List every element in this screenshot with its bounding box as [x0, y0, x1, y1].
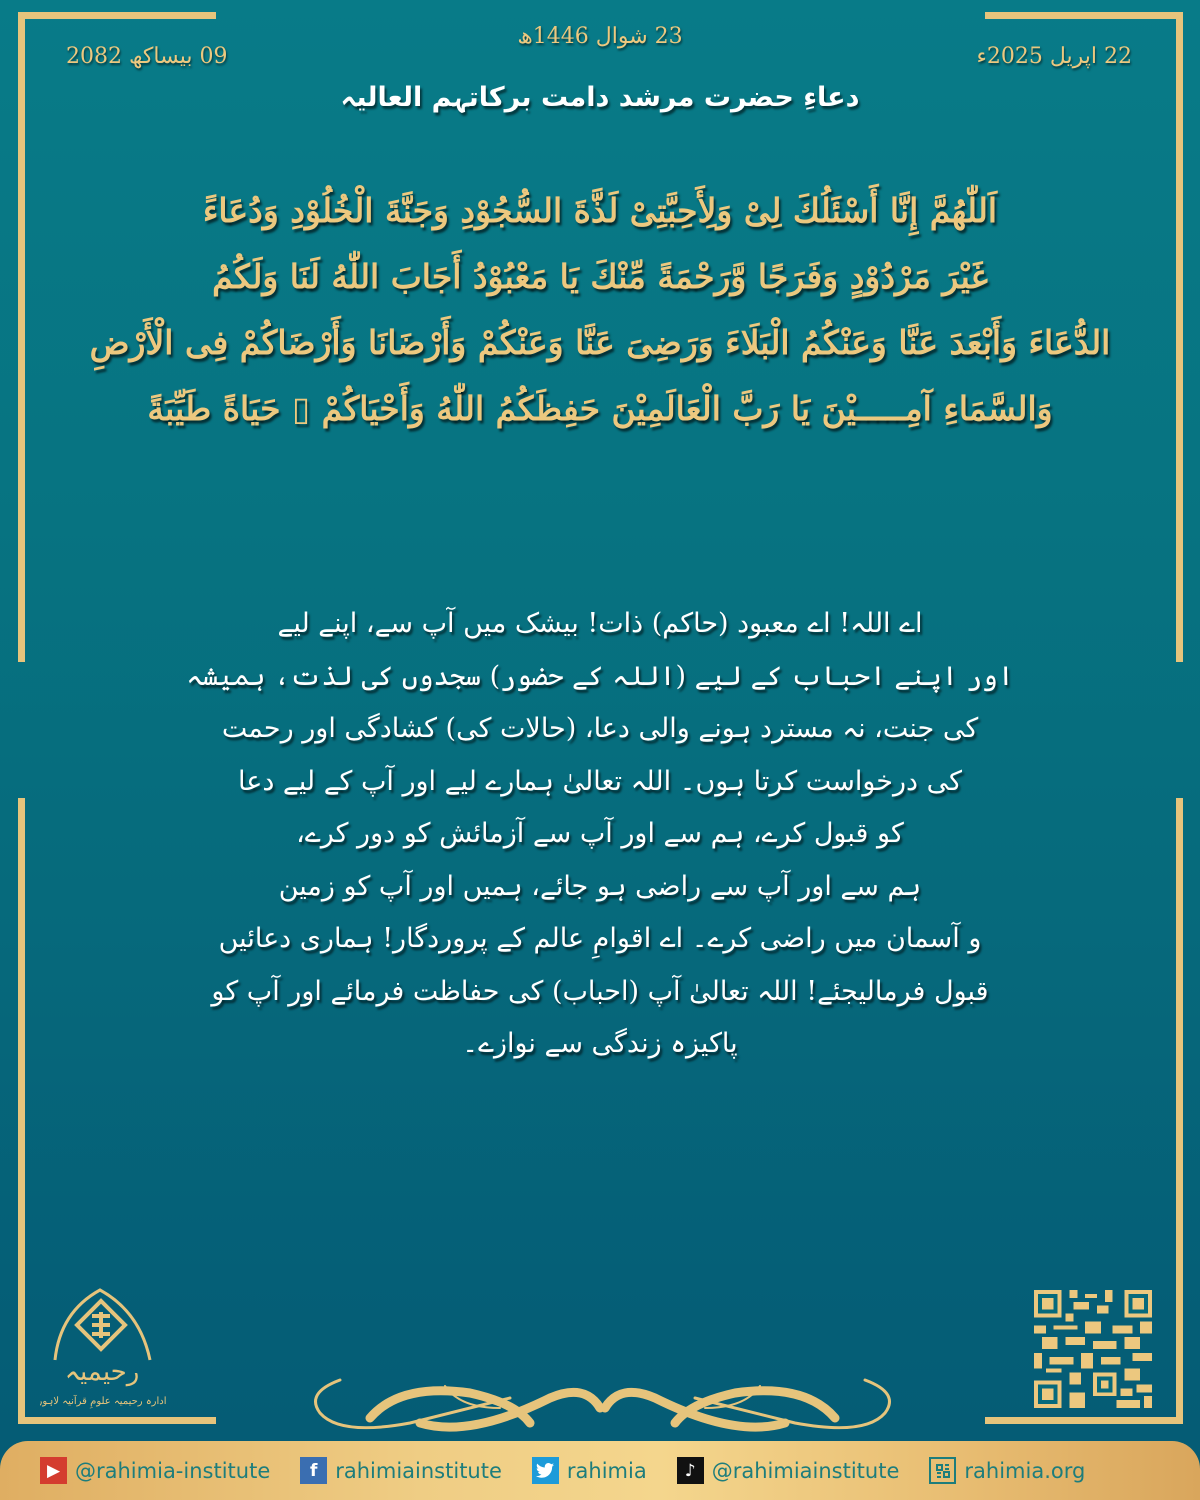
twitter-handle: rahimia [566, 1458, 647, 1483]
social-footer [0, 1441, 1200, 1500]
facebook-handle: rahimiainstitute [335, 1458, 502, 1483]
date-gregorian: 22 اپریل 2025ء [976, 44, 1132, 69]
page-title: دعاءِ حضرت مرشد دامت برکاتہم العالیہ [340, 82, 860, 113]
facebook-link[interactable] [300, 1457, 502, 1484]
arabic-dua-text [80, 178, 1120, 442]
website-icon [929, 1457, 956, 1484]
date-bikrami: 09 بیساکھ 2082 [66, 44, 228, 69]
rahimia-logo [40, 1282, 175, 1422]
urdu-line: ہم سے اور آپ سے راضی ہو جائے، ہمیں اور آپ کو زمین [278, 870, 922, 902]
urdu-line: و آسمان میں راضی کرے۔ اے اقوامِ عالم کے پروردگار! ہماری دعائیں [218, 923, 982, 954]
qr-code[interactable] [1033, 1290, 1153, 1408]
youtube-link[interactable] [40, 1457, 270, 1484]
twitter-icon [532, 1457, 559, 1484]
urdu-line: کی درخواست کرتا ہوں۔ اللہ تعالیٰ ہمارے لیے اور آپ کے لیے دعا [237, 765, 963, 797]
svg-text:رحیمیہ: رحیمیہ [64, 1357, 140, 1387]
urdu-line: اور اپنے احباب کے لیے (اللہ کے حضور) سجدوں کی لذت، ہمیشہ [186, 660, 1014, 692]
decorative-flourish [300, 1368, 905, 1438]
website-link[interactable] [929, 1457, 1085, 1484]
youtube-handle: @rahimia-institute [75, 1458, 271, 1483]
urdu-line: پاکیزہ زندگی سے نوازے۔ [462, 1028, 738, 1059]
urdu-translation-text [170, 598, 1030, 1071]
tiktok-handle: @rahimiainstitute [711, 1458, 900, 1483]
urdu-line: قبول فرمالیجئے! اللہ تعالیٰ آپ (احباب) کی حفاظت فرمائے اور آپ کو [211, 975, 989, 1007]
urdu-line: اے اللہ! اے معبود (حاکم) ذات! بیشک میں آپ سے، اپنے لیے [277, 608, 923, 639]
youtube-icon: ▶ [40, 1457, 67, 1484]
tiktok-link[interactable] [677, 1457, 900, 1484]
website-url: rahimia.org [964, 1458, 1086, 1483]
arabic-line: الدُّعَاءَ وَأَبْعَدَ عَنَّا وَعَنْكُمُ الْبَلَاءَ وَرَضِیَ عَنَّا وَعَنْكُمْ وَأَرْضَانَا وَأَرْضَاكُمْ فِی الْأَرْضِ [89, 323, 1111, 362]
urdu-line: کی جنت، نہ مسترد ہونے والی دعا، (حالات کی) کشادگی اور رحمت [221, 713, 979, 744]
urdu-line: کو قبول کرے، ہم سے اور آپ سے آزمائش کو دور کرے، [296, 818, 904, 849]
date-hijri: 23 شوال 1446ھ [517, 24, 683, 49]
tiktok-icon: ♪ [677, 1457, 704, 1484]
arabic-line: وَالسَّمَاءِ آمِـــــیْنَ یَا رَبَّ الْعَالَمِیْنَ حَفِظَكُمُ اللّٰهُ وَأَحْیَاكُمْ ▯ حَیَاةً طَیِّبَةً [147, 389, 1053, 428]
arabic-line: غَیْرَ مَرْدُوْدٍ وَفَرَجًا وَّرَحْمَةً مِّنْكَ یَا مَعْبُوْدُ أَجَابَ اللّٰهُ لَنَا وَلَكُمُ [212, 257, 988, 296]
twitter-link[interactable] [532, 1457, 647, 1484]
arabic-line: اَللّٰهُمَّ إِنَّا أَسْئَلُكَ لِیْ وَلِأَحِبَّتِیْ لَذَّةَ السُّجُوْدِ وَجَنَّةَ الْخُلُوْدِ وَدُعَاءً [202, 191, 998, 230]
facebook-icon: f [300, 1457, 327, 1484]
svg-text:ادارہ رحیمیہ علومِ قرآنیہ لاہو: ادارہ رحیمیہ علومِ قرآنیہ لاہور [40, 1396, 167, 1407]
